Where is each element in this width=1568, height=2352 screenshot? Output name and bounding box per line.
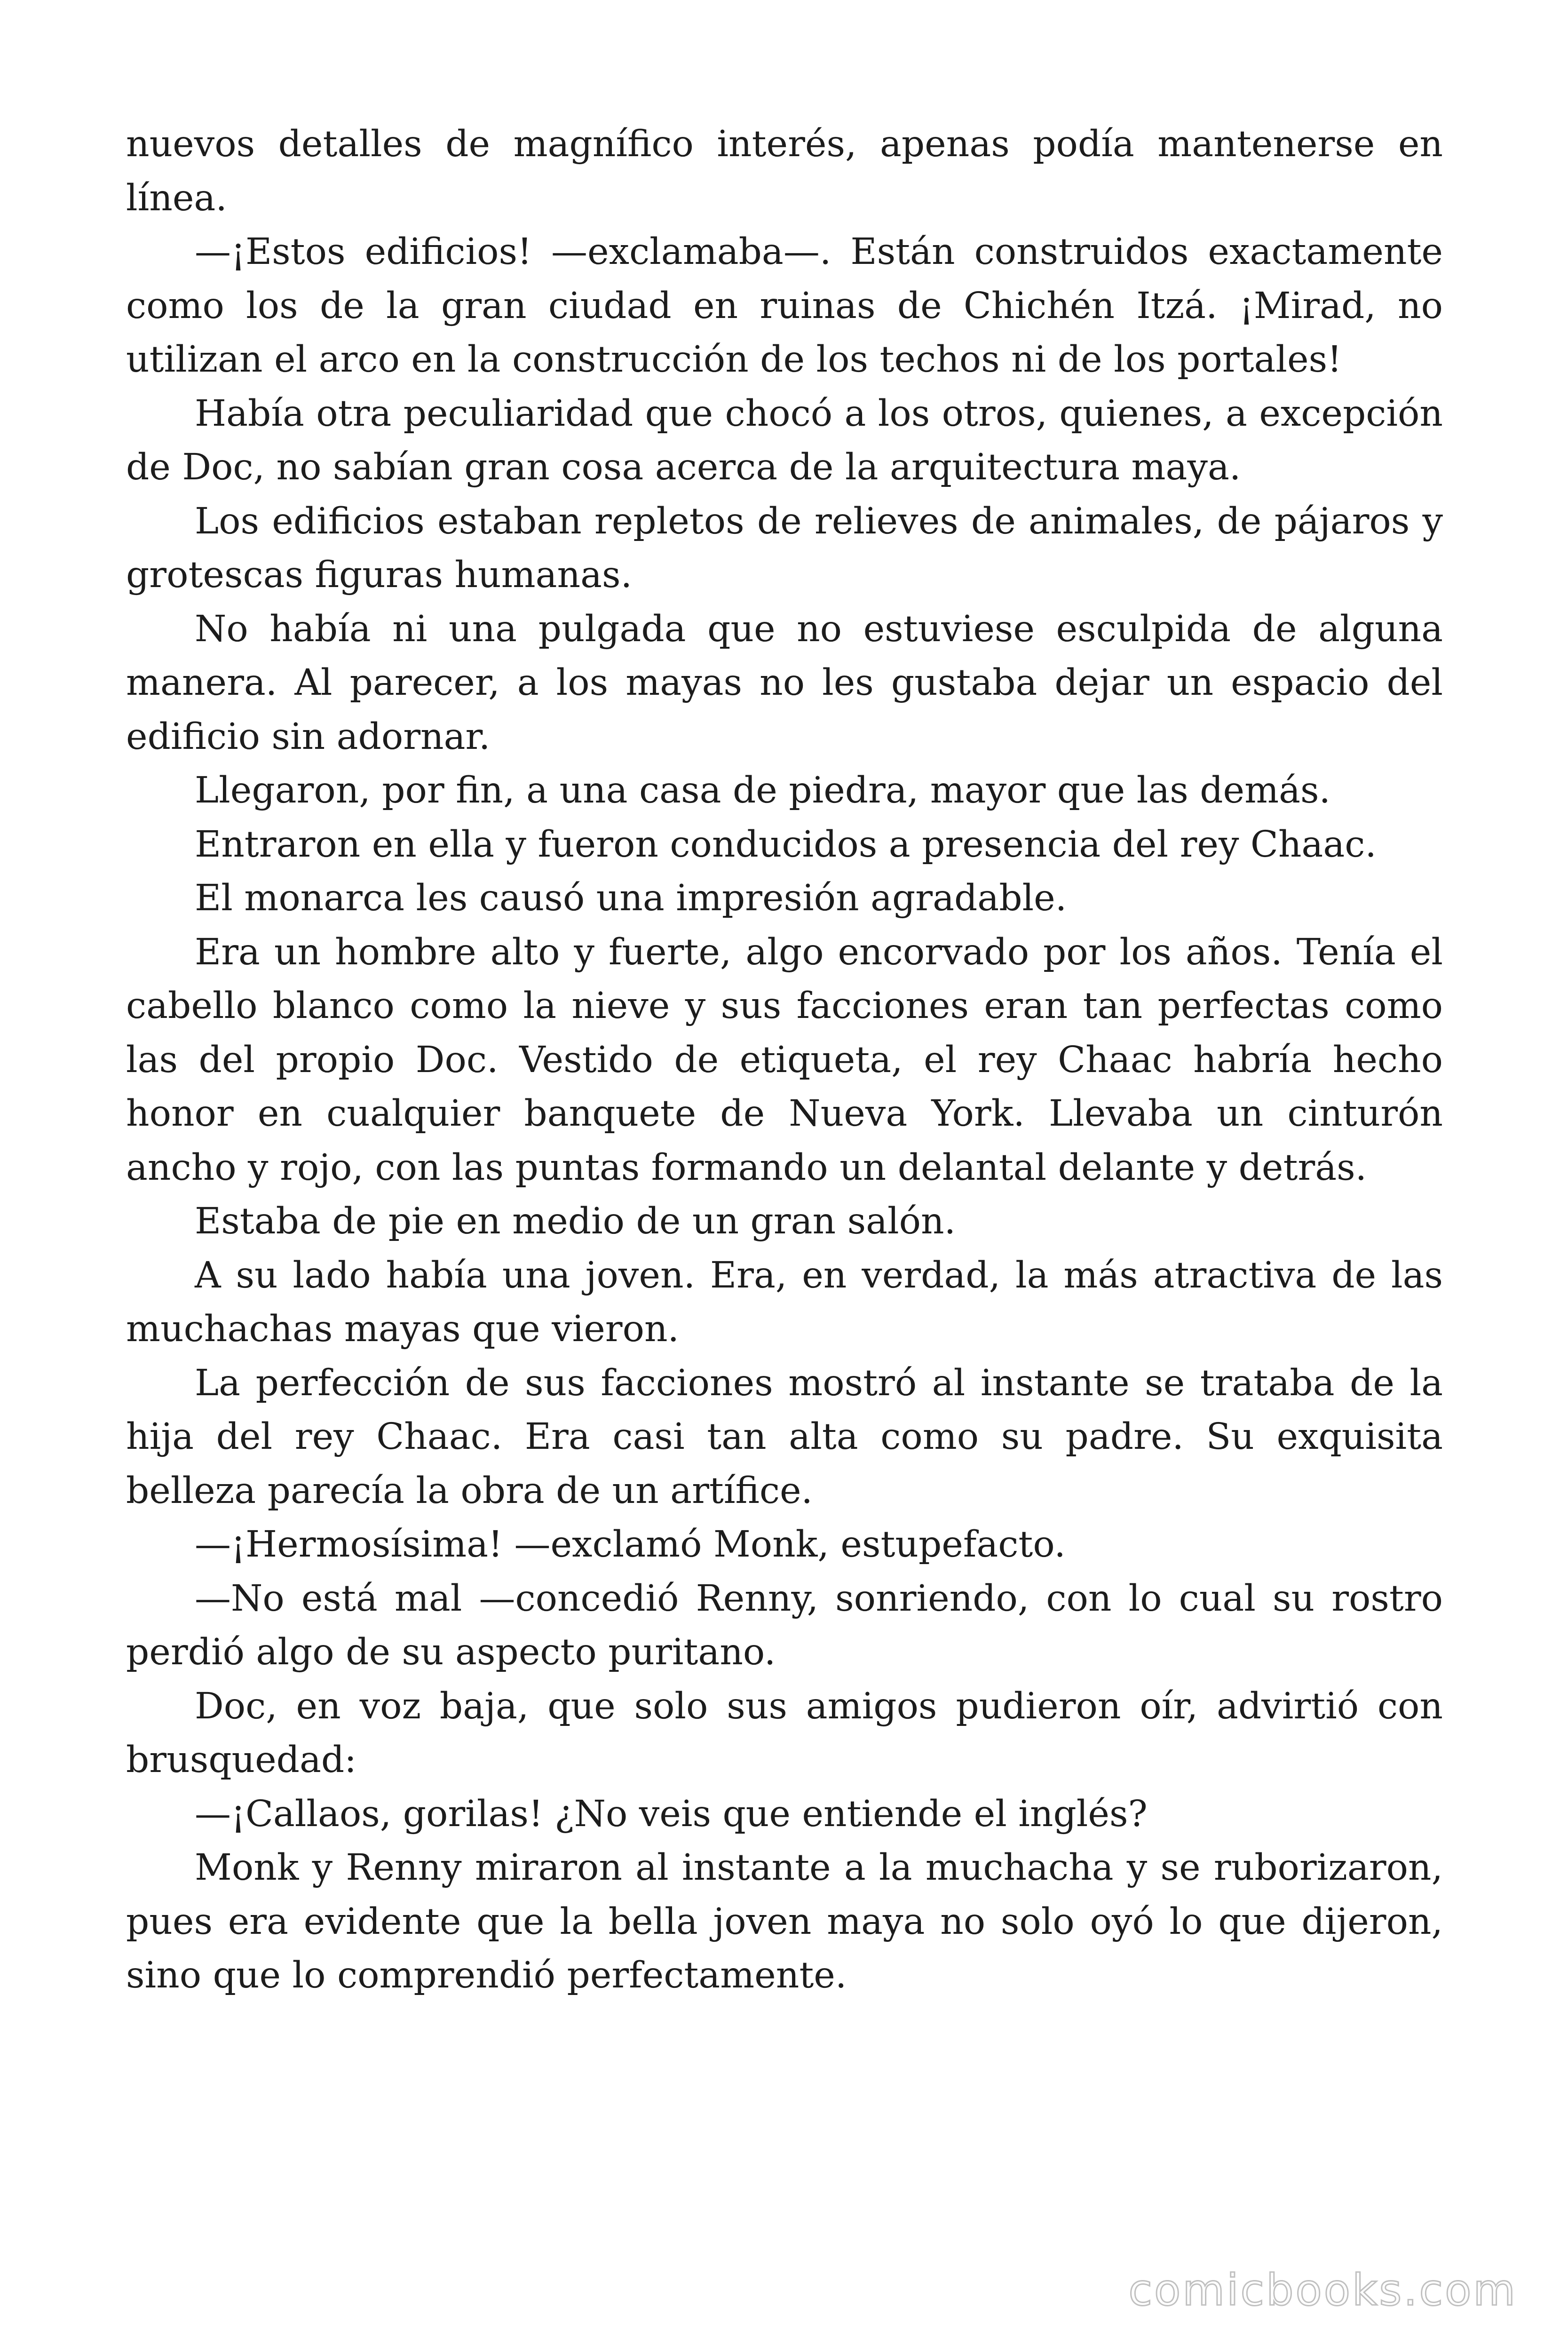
paragraph: El monarca les causó una impresión agradable. (195, 877, 1067, 919)
paragraph: —¡Hermosísima! —exclamó Monk, estupefacto. (195, 1524, 1066, 1565)
paragraph: A su lado había una joven. Era, en verdad, la más atractiva de las muchachas mayas que vieron. (126, 1254, 1443, 1350)
paragraph: Doc, en voz baja, que solo sus amigos pudieron oír, advirtió con brusquedad: (126, 1685, 1443, 1781)
paragraph: —¡Estos edificios! —exclamaba—. Están construidos exactamente como los de la gran ciudad en ruinas de Chichén Itzá. ¡Mirad, no utilizan el arco en la construcción de los techos ni de los portales! (126, 231, 1443, 381)
paragraph: Era un hombre alto y fuerte, algo encorvado por los años. Tenía el cabello blanco como la nieve y sus facciones eran tan perfectas como las del propio Doc. Vestido de etiqueta, el rey Chaac habría hecho honor en cualquier banquete de Nueva York. Llevaba un cinturón ancho y rojo, con las puntas formando un delantal delante y detrás. (126, 931, 1443, 1189)
paragraph: La perfección de sus facciones mostró al instante se trataba de la hija del rey Chaac. Era casi tan alta como su padre. Su exquisita belleza parecía la obra de un artífice. (126, 1362, 1443, 1512)
paragraph-continuation: nuevos detalles de magnífico interés, apenas podía mantenerse en línea. (126, 123, 1443, 219)
page-body-text (126, 118, 1443, 2003)
paragraph: No había ni una pulgada que no estuviese esculpida de alguna manera. Al parecer, a los mayas no les gustaba dejar un espacio del edificio sin adornar. (126, 608, 1443, 758)
paragraph: —No está mal —concedió Renny, sonriendo, con lo cual su rostro perdió algo de su aspecto puritano. (126, 1577, 1443, 1673)
paragraph: —¡Callaos, gorilas! ¿No veis que entiende el inglés? (195, 1793, 1148, 1835)
paragraph: Estaba de pie en medio de un gran salón. (195, 1200, 956, 1242)
paragraph: Los edificios estaban repletos de relieves de animales, de pájaros y grotescas figuras humanas. (126, 500, 1443, 596)
paragraph: Monk y Renny miraron al instante a la muchacha y se ruborizaron, pues era evidente que la bella joven maya no solo oyó lo que dijeron, sino que lo comprendió perfectamente. (126, 1847, 1443, 1996)
paragraph: Llegaron, por fin, a una casa de piedra, mayor que las demás. (195, 770, 1331, 811)
watermark: comicbooks.com (1128, 2265, 1517, 2315)
paragraph: Había otra peculiaridad que chocó a los otros, quienes, a excepción de Doc, no sabían gran cosa acerca de la arquitectura maya. (126, 392, 1443, 488)
paragraph: Entraron en ella y fueron conducidos a presencia del rey Chaac. (195, 823, 1377, 866)
